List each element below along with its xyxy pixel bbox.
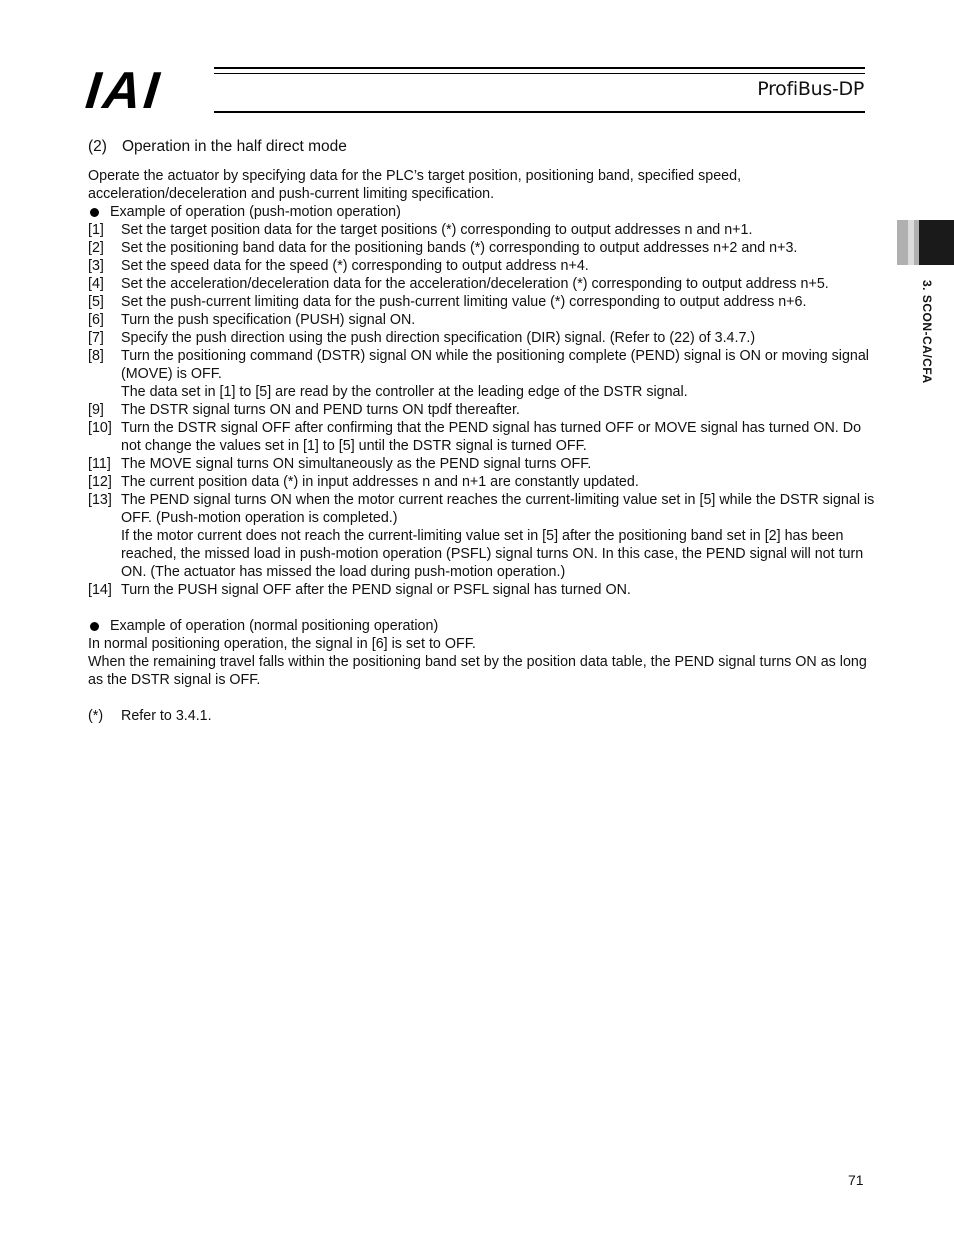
step-number: [1] xyxy=(88,222,104,238)
chapter-side-label: 3. SCON-CA/CFA xyxy=(920,280,934,384)
step-text xyxy=(121,239,878,257)
step-main-text: Specify the push direction using the push direction specification (DIR) signal. (Refer to (22) of 3.4.7.) xyxy=(121,330,756,346)
step-number: [13] xyxy=(88,492,112,508)
push-example-heading-text: Example of operation (push-motion operation) xyxy=(110,204,401,220)
step-note: The data set in [1] to [5] are read by the controller at the leading edge of the DSTR signal. xyxy=(121,384,688,400)
step-main-text: Turn the push specification (PUSH) signal ON. xyxy=(121,312,416,328)
push-example-heading xyxy=(88,203,878,221)
step-number: [8] xyxy=(88,348,104,364)
step-item xyxy=(88,419,878,455)
normal-example-line-2: When the remaining travel falls within the positioning band set by the position data table, the PEND signal turns ON as long as the DSTR signal is OFF. xyxy=(88,654,867,688)
step-number: [7] xyxy=(88,330,104,346)
step-text xyxy=(121,311,878,329)
step-main-text: The DSTR signal turns ON and PEND turns ON tpdf thereafter. xyxy=(121,402,520,418)
step-item xyxy=(88,347,878,401)
step-main-text: The PEND signal turns ON when the motor current reaches the current-limiting value set in [5] while the DSTR signal is OFF. (Push-motion operation is completed.) xyxy=(121,492,875,526)
step-number: [9] xyxy=(88,402,104,418)
step-item xyxy=(88,311,878,329)
step-item xyxy=(88,293,878,311)
step-main-text: Set the acceleration/deceleration data for the acceleration/deceleration (*) corresponding to output address n+5. xyxy=(121,276,829,292)
step-note: If the motor current does not reach the current-limiting value set in [5] after the positioning band set in [2] has been reached, the missed load in push-motion operation (PSFL) signal turns ON. In this case, the PEND signal will not turn ON. (The actuator has missed the load during push-motion operation.) xyxy=(121,528,864,580)
side-tab-light-block xyxy=(897,220,919,265)
step-main-text: Set the push-current limiting data for the push-current limiting value (*) corresponding to output address n+6. xyxy=(121,294,807,310)
step-text xyxy=(121,473,878,491)
step-text xyxy=(121,401,878,419)
step-item xyxy=(88,401,878,419)
step-item xyxy=(88,455,878,473)
step-number: [2] xyxy=(88,240,104,256)
header-rule-top xyxy=(214,67,865,69)
step-text xyxy=(121,491,878,581)
page-number: 71 xyxy=(848,1172,864,1188)
step-text xyxy=(121,329,878,347)
normal-example-line-1: In normal positioning operation, the signal in [6] is set to OFF. xyxy=(88,636,476,652)
section-number: (2) xyxy=(88,138,107,155)
step-text xyxy=(121,275,878,293)
normal-example-heading-text: Example of operation (normal positioning operation) xyxy=(110,618,439,634)
step-main-text: Set the target position data for the target positions (*) corresponding to output addresses n and n+1. xyxy=(121,222,753,238)
step-text xyxy=(121,455,878,473)
step-number: [3] xyxy=(88,258,104,274)
step-main-text: The current position data (*) in input addresses n and n+1 are constantly updated. xyxy=(121,474,639,490)
header-title: ProfiBus-DP xyxy=(757,78,864,100)
section-title-text: Operation in the half direct mode xyxy=(122,138,347,155)
page-body xyxy=(88,137,878,725)
step-text xyxy=(121,347,878,401)
step-number: [6] xyxy=(88,312,104,328)
step-number: [14] xyxy=(88,582,112,598)
step-number: [12] xyxy=(88,474,112,490)
step-text xyxy=(121,221,878,239)
step-item xyxy=(88,257,878,275)
footnote-text: Refer to 3.4.1. xyxy=(121,708,212,724)
step-main-text: Turn the positioning command (DSTR) signal ON while the positioning complete (PEND) signal is ON or moving signal (MOVE) is OFF. xyxy=(121,348,869,382)
side-tab-dark-block xyxy=(919,220,954,265)
footnote-mark: (*) xyxy=(88,708,104,724)
step-text xyxy=(121,293,878,311)
step-item xyxy=(88,275,878,293)
step-main-text: Turn the PUSH signal OFF after the PEND signal or PSFL signal has turned ON. xyxy=(121,582,631,598)
step-main-text: The MOVE signal turns ON simultaneously as the PEND signal turns OFF. xyxy=(121,456,592,472)
header-rule-thin xyxy=(214,73,865,74)
step-item xyxy=(88,491,878,581)
iai-logo: IAI xyxy=(82,62,165,120)
push-steps-list xyxy=(88,221,878,599)
step-text xyxy=(121,581,878,599)
bullet-icon xyxy=(90,208,99,217)
footnote xyxy=(88,707,878,725)
step-text xyxy=(121,419,878,455)
normal-example-heading xyxy=(88,617,878,635)
step-item xyxy=(88,581,878,599)
step-main-text: Turn the DSTR signal OFF after confirming that the PEND signal has turned OFF or MOVE signal has turned ON. Do not change the values set in [1] to [5] until the DSTR signal is turned OFF. xyxy=(121,420,862,454)
step-item xyxy=(88,221,878,239)
step-main-text: Set the speed data for the speed (*) corresponding to output address n+4. xyxy=(121,258,589,274)
step-main-text: Set the positioning band data for the positioning bands (*) corresponding to output addresses n+2 and n+3. xyxy=(121,240,798,256)
step-text xyxy=(121,257,878,275)
step-item xyxy=(88,473,878,491)
section-title xyxy=(88,137,878,157)
intro-paragraph: Operate the actuator by specifying data for the PLC’s target position, positioning band, specified speed, acceleration/deceleration and push-current limiting specification. xyxy=(88,168,742,202)
header-rule-bottom xyxy=(214,111,865,113)
step-number: [5] xyxy=(88,294,104,310)
step-item xyxy=(88,239,878,257)
step-number: [11] xyxy=(88,456,111,472)
step-number: [4] xyxy=(88,276,104,292)
step-item xyxy=(88,329,878,347)
step-number: [10] xyxy=(88,420,112,436)
bullet-icon xyxy=(90,622,99,631)
